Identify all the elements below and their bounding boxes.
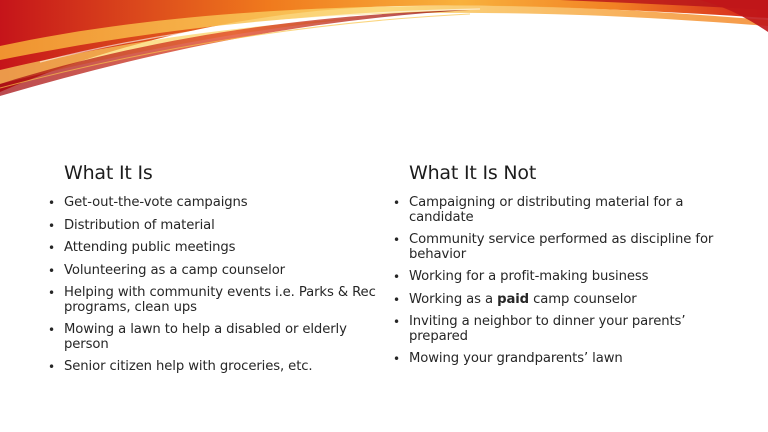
list-item-text: camp counselor [529,291,637,307]
list-item: • Community service performed as discipline for behavior [391,233,741,262]
decorative-flame-banner [0,0,768,110]
list-item: • Mowing your grandparents’ lawn [391,352,741,367]
list-item: • Get-out-the-vote campaigns [46,196,376,211]
what-it-is-not-list [391,196,741,367]
what-it-is-column [46,160,376,383]
list-item: • Working for a profit-making business [391,270,741,285]
list-item: • Senior citizen help with groceries, etc. [46,360,376,375]
list-item: • Inviting a neighbor to dinner your parents’ prepared [391,315,741,344]
what-it-is-list [46,196,376,375]
list-item: • Volunteering as a camp counselor [46,264,376,279]
what-it-is-heading: What It Is [64,162,153,184]
list-item: • Attending public meetings [46,241,376,256]
list-item: • Campaigning or distributing material for a candidate [391,196,741,225]
what-it-is-not-heading: What It Is Not [409,162,537,184]
list-item: • Distribution of material [46,219,376,234]
list-item: • Mowing a lawn to help a disabled or elderly person [46,323,376,352]
list-item-paid-counselor [391,293,741,308]
list-item-text: Working as a [409,291,498,307]
list-item: • Helping with community events i.e. Parks & Rec programs, clean ups [46,286,376,315]
emphasis-paid: paid [497,291,530,307]
what-it-is-not-column [391,160,741,375]
